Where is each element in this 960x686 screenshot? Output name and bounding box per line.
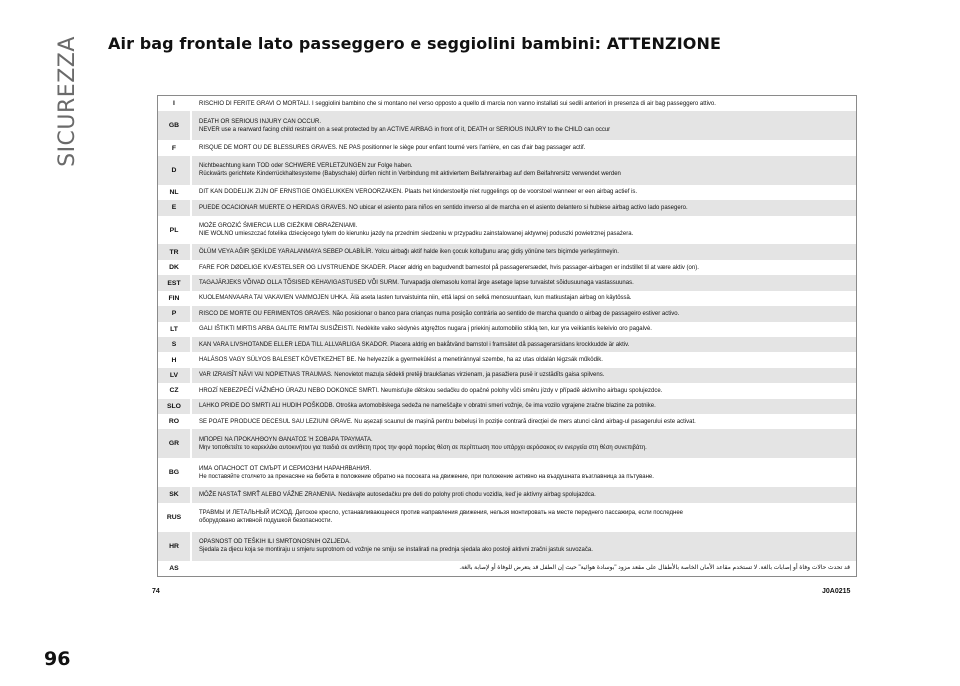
warning-row-tr <box>158 244 856 259</box>
language-code: AS <box>158 561 192 576</box>
warning-row-p <box>158 306 856 321</box>
warning-text-line: ТРАВМЫ И ЛЕТАЛЬНЫЙ ИСХОД. Детское кресло, устанавливающееся против направления движения, нельзя монтировать на месте переднего пассажира, если последнее <box>199 510 684 517</box>
page-number: 96 <box>44 648 71 670</box>
warning-text-line: OPASNOST OD TEŠKIH ILI SMRTONOSNIH OZLJEDA. <box>199 539 351 546</box>
warning-text-line: Nichtbeachtung kann TOD oder SCHWERE VERLETZUNGEN zur Folge haben. <box>199 163 413 170</box>
warning-row-s <box>158 337 856 352</box>
warning-text <box>192 200 856 215</box>
warning-row-gb <box>158 111 856 140</box>
warning-row-d <box>158 156 856 185</box>
warning-text-line: KUOLEMANVAARA TAI VAKAVIEN VAMMOJEN UHKA. Älä aseta lasten turvaistuinta niin, että lapsi on selkä menosuuntaan, kun matkustajan airbag on käytössä. <box>199 295 632 302</box>
warning-text-line: Не поставяйте столчето за пренасяне на бебета в положение обратно на посоката на движение, при положение активно на въздушната възглавница за пътуване. <box>199 473 654 480</box>
warning-text <box>192 337 856 352</box>
warning-text <box>192 322 856 337</box>
language-code: NL <box>158 185 192 200</box>
warning-text <box>192 399 856 414</box>
warning-row-h <box>158 352 856 367</box>
warning-text-line: VAR IZRAISĪT NĀVI VAI NOPIETNAS TRAUMAS. Nenovietot mazuļa sēdekli pretēji braukšanas virzienam, ja pasažiera pusē ir uzstādīts gaisa spilvens. <box>199 372 605 379</box>
warning-row-slo <box>158 399 856 414</box>
warning-text-line: قد تحدث حالات وفاة أو إصابات بالغة. لا تستخدم مقاعد الأمان الخاصة بالأطفال على مقعد مزود "بوسادة هوائية" حيث إن الطفل قد يتعرض للوفاة أو لإصابة بالغة. <box>459 565 850 572</box>
language-code: D <box>158 156 192 185</box>
warning-row-ro <box>158 414 856 429</box>
warning-row-rus <box>158 503 856 532</box>
warning-text <box>192 275 856 290</box>
warning-text-line: RISCHIO DI FERITE GRAVI O MORTALI. I seggiolini bambino che si montano nel verso opposto a quello di marcia non vanno installati sui sedili anteriori in presenza di air bag passeggero attivo. <box>199 100 716 107</box>
figure-number: 74 <box>152 588 160 595</box>
language-code: SLO <box>158 399 192 414</box>
figure-code: J0A0215 <box>822 588 851 595</box>
warning-row-fin <box>158 291 856 306</box>
language-code: P <box>158 306 192 321</box>
language-code: I <box>158 96 192 111</box>
language-code: GR <box>158 429 192 458</box>
warning-row-as <box>158 561 856 576</box>
language-code: SK <box>158 487 192 502</box>
warning-text-line: RISCO DE MORTE OU FERIMENTOS GRAVES. Não posicionar o banco para crianças numa posição contrária ao sentido de marcha quando o airbag de passageiro estiver activo. <box>199 310 680 317</box>
warning-text-line: NEVER use a rearward facing child restraint on a seat protected by an ACTIVE AIRBAG in front of it, DEATH or SERIOUS INJURY to the CHILD can occur <box>199 126 611 133</box>
language-code: DK <box>158 260 192 275</box>
warning-text <box>192 140 856 155</box>
warning-row-lv <box>158 368 856 383</box>
warning-text <box>192 111 856 140</box>
warning-row-pl <box>158 216 856 245</box>
warning-row-est <box>158 275 856 290</box>
language-code: S <box>158 337 192 352</box>
warning-text-line: PUEDE OCACIONAR MUERTE O HERIDAS GRAVES. NO ubicar el asiento para niños en sentido inverso al de marcha en el asiento delantero si hubiese airbag activo lado pasegero. <box>199 204 688 211</box>
warning-text-line: NIE WOLNO umieszczać fotelika dziecięcego tylem do kierunku jazdy na przednim siedzeniu w przypadku zainstalowanej aktywnej poduszki powietrznej pasażera. <box>199 231 634 237</box>
warning-text-line: DIT KAN DODELIJK ZIJN OF ERNSTIGE ONGELUKKEN VEROORZAKEN. Plaats het kinderstoeltje niet ruggelings op de voorstoel wanneer er een airbag actief is. <box>199 189 638 196</box>
warning-row-dk <box>158 260 856 275</box>
warning-text <box>192 383 856 398</box>
warning-text <box>192 458 856 487</box>
warning-text <box>192 156 856 185</box>
language-code: LT <box>158 322 192 337</box>
language-code: TR <box>158 244 192 259</box>
warning-text <box>192 561 856 576</box>
warning-row-e <box>158 200 856 215</box>
warning-row-sk <box>158 487 856 502</box>
language-code: LV <box>158 368 192 383</box>
warning-text-line: HROZÍ NEBEZPEČÍ VÁŽNÉHO ÚRAZU NEBO DOKONCE SMRTI. Neumisťujte dětskou sedačku do opačné polohy vůči směru jízdy v případě aktivního airbagu spolujezdce. <box>199 387 663 394</box>
warning-text-line: HALÁSOS VAGY SÚLYOS BALESET KÖVETKEZHET BE. Ne helyezzük a gyermekülést a menetiránnyal szembe, ha az utas oldalán légzsák működik. <box>199 357 603 364</box>
warning-text <box>192 429 856 458</box>
warning-row-hr <box>158 532 856 561</box>
warning-text-line: Sjedala za djecu koja se montiraju u smjeru suprotnom od vožnje ne smiju se instalirati na prednja sjedala ako postoji aktivni zračni jastuk suvozača. <box>199 547 593 554</box>
language-code: PL <box>158 216 192 245</box>
warning-text-line: MÔŽE NASTAŤ SMRŤ ALEBO VÁŽNE ZRANENIA. Nedávajte autosedačku pre deti do polohy proti chodu vozidla, keď je aktívny airbag spolujazdca. <box>199 491 596 498</box>
warning-text <box>192 244 856 259</box>
language-code: F <box>158 140 192 155</box>
warning-text-line: FARE FOR DØDELIGE KVÆSTELSER OG LIVSTRUENDE SKADER. Placer aldrig en bagudvendt barnestol på passagerersædet, hvis passager-airbagen er indstillet til at være aktiv (on). <box>199 264 699 271</box>
section-tab-label: SICUREZZA <box>54 35 80 167</box>
warning-text <box>192 352 856 367</box>
warning-text-line: RISQUE DE MORT OU DE BLESSURES GRAVES. NE PAS positionner le siège pour enfant tourné vers l'arrière, en cas d'air bag passager actif. <box>199 145 586 152</box>
language-code: RO <box>158 414 192 429</box>
language-code: GB <box>158 111 192 140</box>
warning-text <box>192 503 856 532</box>
language-code: EST <box>158 275 192 290</box>
warning-row-f <box>158 140 856 155</box>
warning-text-line: Rückwärts gerichtete Kinderrückhaltesysteme (Babyschale) dürfen nicht in Verbindung mit aktiviertem Beifahrerairbag auf dem Beifahrersitz verwendet werden <box>199 171 621 178</box>
warning-row-nl <box>158 185 856 200</box>
airbag-warning-figure <box>157 95 857 577</box>
language-code: HR <box>158 532 192 561</box>
warning-text-line: SE POATE PRODUCE DECESUL SAU LEZIUNI GRAVE. Nu așezați scaunul de mașină pentru bebeluși în poziție contrară direcției de mers atunci când airbag-ul pasagerului este activat. <box>199 418 696 425</box>
language-code: CZ <box>158 383 192 398</box>
warning-text <box>192 368 856 383</box>
warning-text <box>192 414 856 429</box>
warning-text <box>192 216 856 245</box>
warning-text <box>192 306 856 321</box>
warning-row-i <box>158 96 856 111</box>
warning-text <box>192 487 856 502</box>
warning-text-line: оборудовано активной подушкой безопасности. <box>199 518 333 525</box>
warning-text-line: DEATH OR SERIOUS INJURY CAN OCCUR. <box>199 118 322 125</box>
warning-row-gr <box>158 429 856 458</box>
warning-row-cz <box>158 383 856 398</box>
warning-text <box>192 185 856 200</box>
warning-text <box>192 291 856 306</box>
language-code: RUS <box>158 503 192 532</box>
warning-text-line: TAGAJÄRJEKS VÕIVAD OLLA TÕSISED KEHAVIGASTUSED VÕI SURM. Turvapadja olemasolu korral ärge asetage lapse turvaistet sõidusuunaga vastassuunas. <box>199 280 634 286</box>
language-code: E <box>158 200 192 215</box>
warning-row-bg <box>158 458 856 487</box>
warning-text-line: Μην τοποθετείτε το καρεκλάκι αυτοκινήτου για παιδιά σε αντίθετη προς την φορά πορείας θέση σε περίπτωση που υπάρχει αερόσακος εν ενεργεία στη θέση συνεπιβάτη. <box>199 444 647 451</box>
warning-text-line: ИМА ОПАСНОСТ ОТ СМЪРТ И СЕРИОЗНИ НАРАНЯВАНИЯ. <box>199 465 371 472</box>
language-code: BG <box>158 458 192 487</box>
page-title: Air bag frontale lato passeggero e seggiolini bambini: ATTENZIONE <box>108 34 721 53</box>
warning-row-lt <box>158 322 856 337</box>
warning-text <box>192 532 856 561</box>
warning-text-line: GALI IŠTIKTI MIRTIS ARBA GALITE RIMTAI SUSIŽEISTI. Nedėkite vaiko sėdynės atgręžtos nugara į priekinį automobilio stiklą ten, kur yra veikiantis keleivio oro pagalvė. <box>199 326 652 333</box>
warning-text-line: ΜΠΟΡΕΙ ΝΑ ΠΡΟΚΛΗΘΟΥΝ ΘΑΝΑΤΟΣ Ή ΣΟΒΑΡΑ ΤΡΑΥΜΑΤΑ. <box>199 436 373 443</box>
warning-text <box>192 96 856 111</box>
language-code: H <box>158 352 192 367</box>
language-code: FIN <box>158 291 192 306</box>
warning-text-line: ÖLÜM VEYA AĞIR ŞEKİLDE YARALANMAYA SEBEP OLABİLİR. Yolcu airbağı aktif halde iken çocuk koltuğunu araç gidiş yönüne ters biçimde yerleştirmeyin. <box>199 249 619 256</box>
section-tab <box>50 36 84 166</box>
warning-table <box>158 96 856 576</box>
warning-text-line: KAN VARA LIVSHOTANDE ELLER LEDA TILL ALLVARLIGA SKADOR. Placera aldrig en bakåtvänd barnstol i framsätet då passagerarsidans krockkudde är aktiv. <box>199 341 630 348</box>
warning-text-line: MOŻE GROZIĆ ŚMIERCIA LUB CIEŻKIMI OBRAŻENIAMI. <box>199 223 358 229</box>
warning-text-line: LAHKO PRIDE DO SMRTI ALI HUDIH POŠKODB. Otroška avtomobilskega sedeža ne nameščajte v obratni smeri vožnje, če ima vozilo vgrajene zračne blazine za potnike. <box>199 403 656 410</box>
warning-text <box>192 260 856 275</box>
